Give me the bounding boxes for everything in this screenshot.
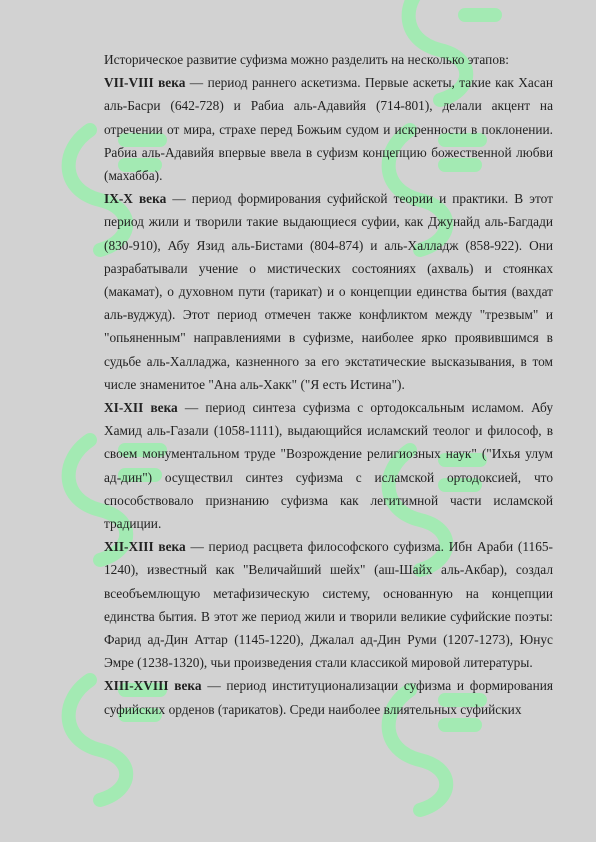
section-text: — период формирования суфийской теории и практики. В этот период жили и творили такие выдающиеся суфии, как Джунайд аль-Багдади (830-910), Абу Язид аль-Бистами (804-874) и аль-Халладж (858-922). Они разрабатывали учение о мистических состояниях (ахваль) и стоянках (макамат), о духовном пути (тарикат) и о концепции единства бытия (вахдат аль-вуджуд). Этот период отмечен также конфликтом между "трезвым" и "опьяненным" направлениями в суфизме, наиболее ярко проявившимся в судьбе аль-Халладжа, казненного за его экстатические высказывания, в том числе знаменитое "Ана аль-Хакк" ("Я есть Истина").	[104, 191, 553, 392]
section-period: XIII-XVIII века	[104, 678, 202, 694]
section-paragraph	[104, 71, 553, 187]
section-text: — период синтеза суфизма с ортодоксальным исламом. Абу Хамид аль-Газали (1058-1111), выдающийся исламский теолог и философ, в своем монументальном труде "Возрождение религиозных наук" ("Ихья улум ад-дин") осуществил синтез суфизма с исламской ортодоксией, что способствовало признанию суфизма как легитимной части исламской традиции.	[104, 400, 553, 532]
section-text: — период раннего аскетизма. Первые аскеты, такие как Хасан аль-Басри (642-728) и Рабиа аль-Адавийя (714-801), делали акцент на отречении от мира, страхе перед Божьим судом и искренности в поклонении. Рабиа аль-Адавийя впервые ввела в суфизм концепцию божественной любви (махабба).	[104, 75, 553, 184]
section-period: IX-X века	[104, 191, 167, 207]
section-paragraph	[104, 535, 553, 674]
section-paragraph	[104, 396, 553, 535]
section-period: XII-XIII века	[104, 539, 186, 555]
section-period: XI-XII века	[104, 400, 178, 416]
section-text: — период институционализации суфизма и формирования суфийских орденов (тарикатов). Среди наиболее влиятельных суфийских	[104, 678, 553, 717]
section-text: — период расцвета философского суфизма. Ибн Араби (1165-1240), известный как "Величайший шейх" (аш-Шайх аль-Акбар), создал всеобъемлющую метафизическую систему, основанную на концепции единства бытия. В этот же период жили и творили великие суфийские поэты: Фарид ад-Дин Аттар (1145-1220), Джалал ад-Дин Руми (1207-1273), Юнус Эмре (1238-1320), чьи произведения стали классикой мировой литературы.	[104, 539, 553, 671]
intro-paragraph: Историческое развитие суфизма можно разделить на несколько этапов:	[104, 52, 509, 67]
section-paragraph	[104, 187, 553, 396]
section-period: VII-VIII века	[104, 75, 186, 91]
section-paragraph	[104, 674, 553, 720]
document-body	[104, 48, 553, 721]
